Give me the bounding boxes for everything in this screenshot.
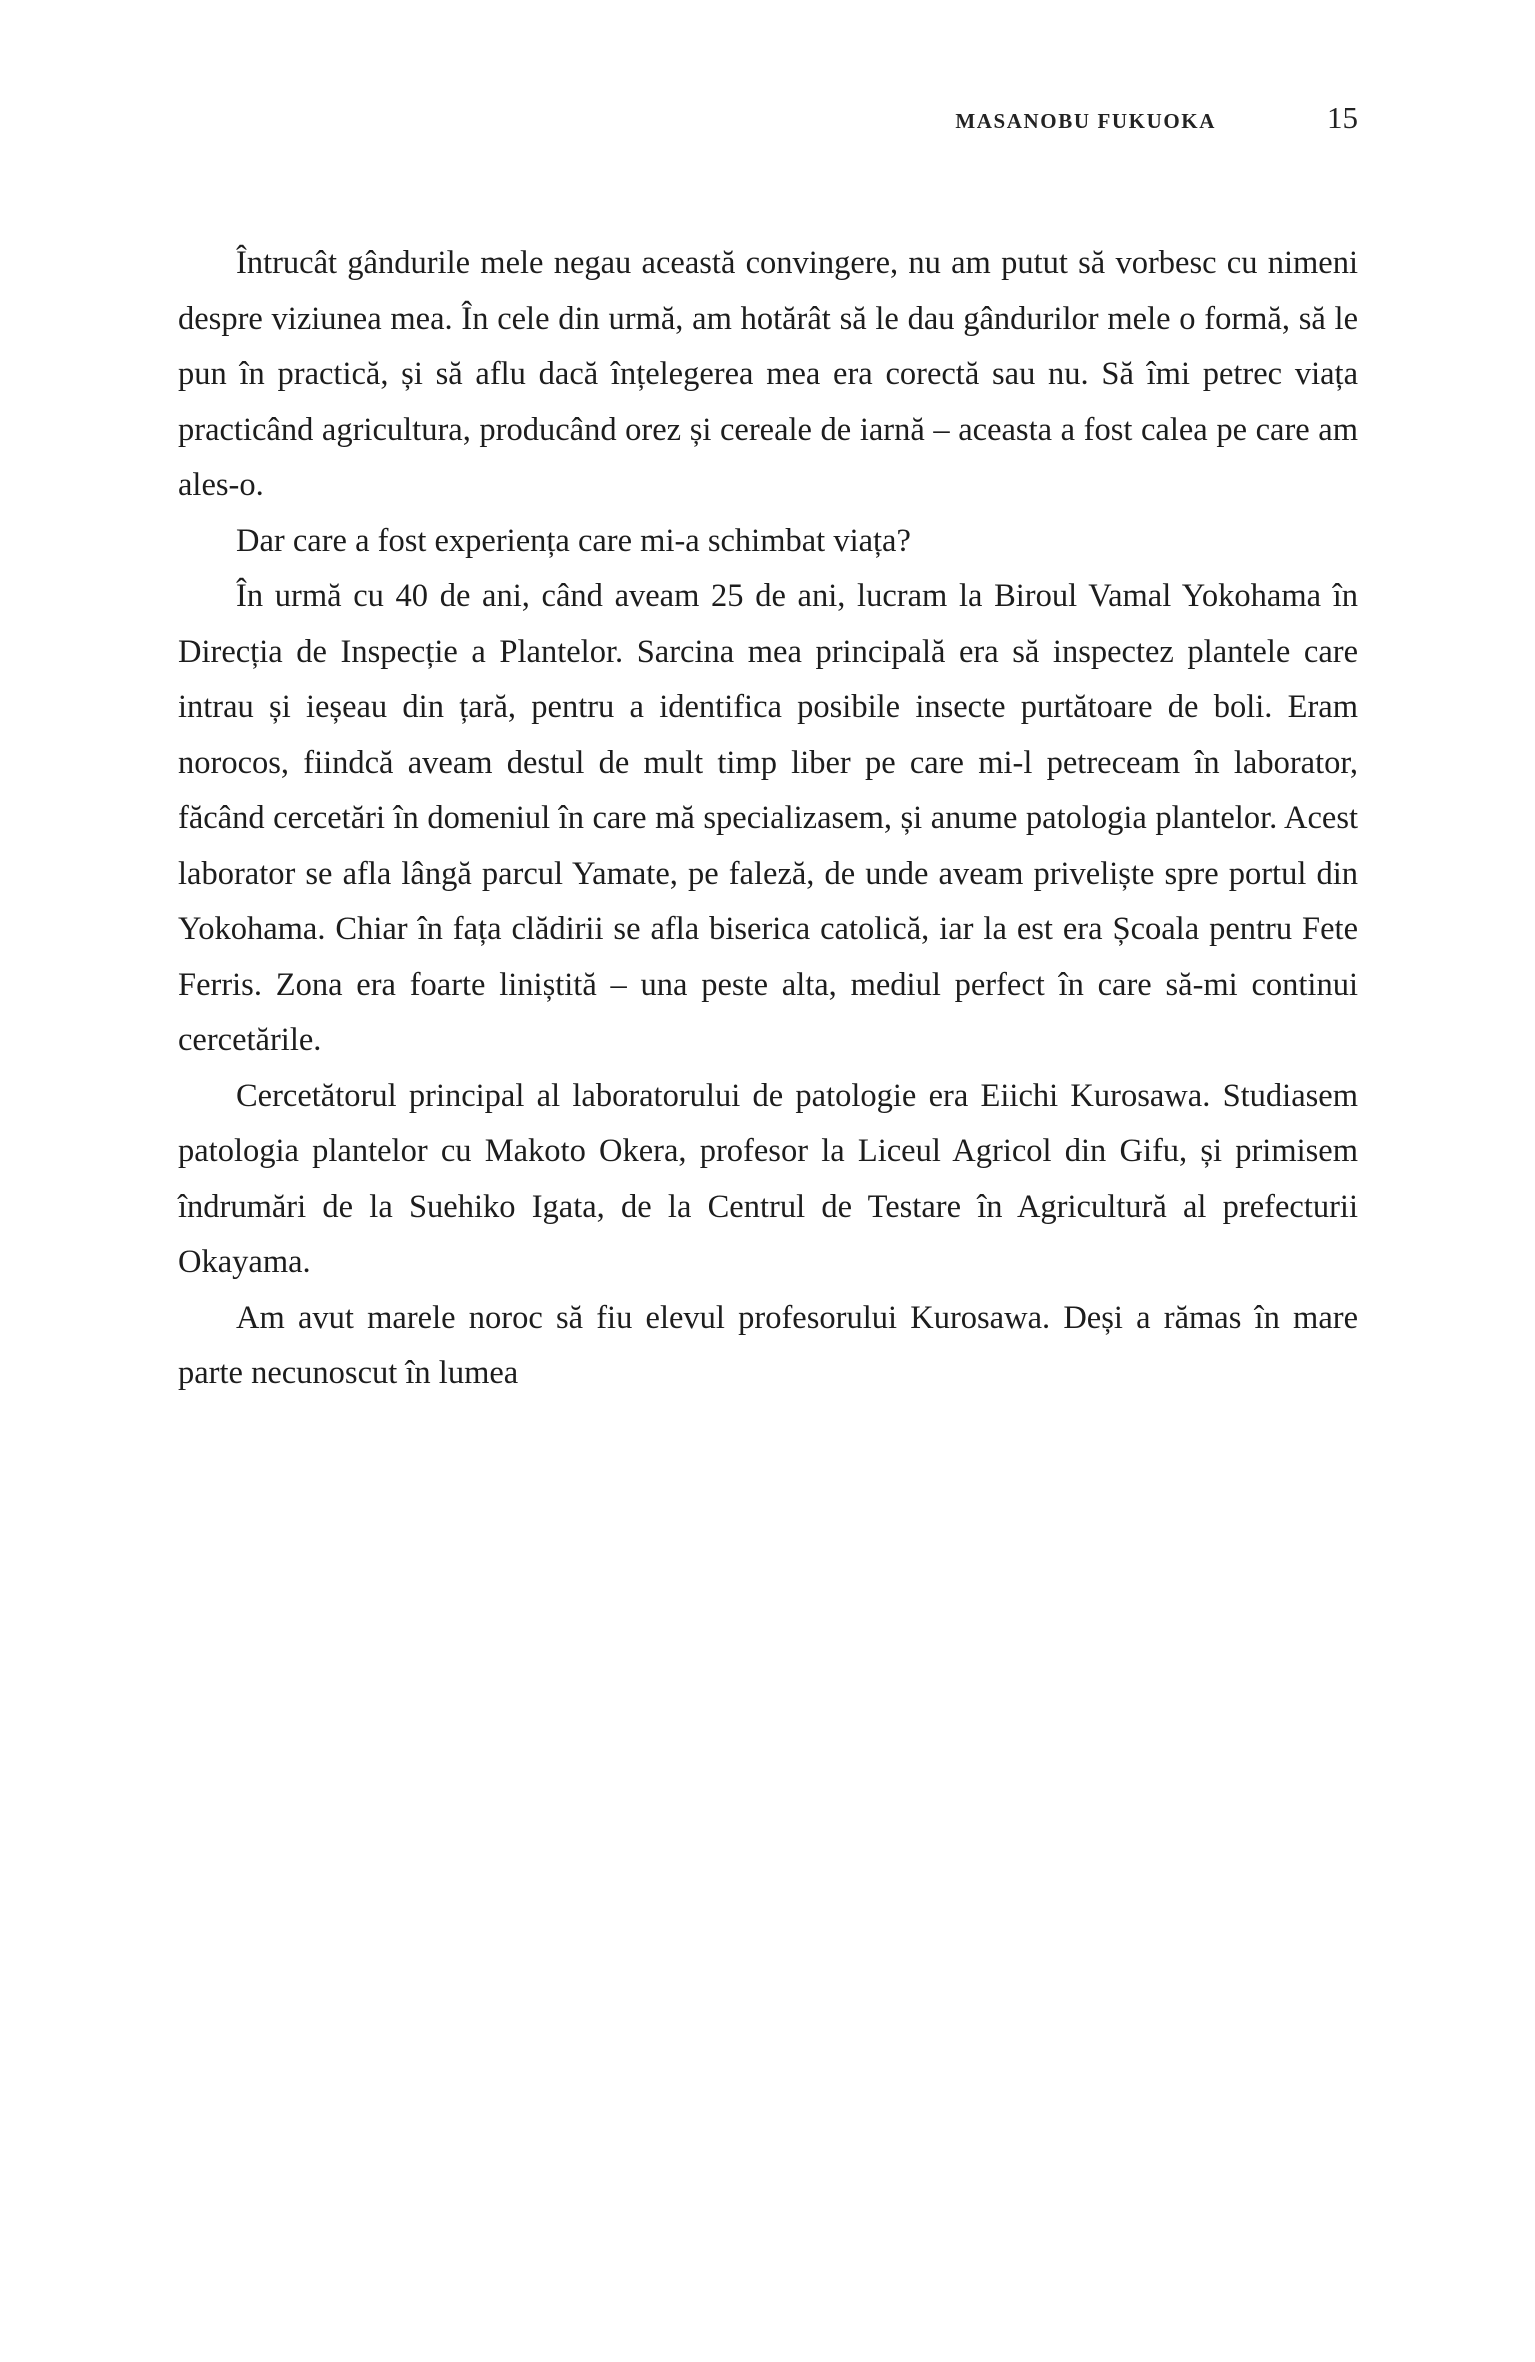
- page-body: [178, 236, 1358, 1402]
- paragraph: În urmă cu 40 de ani, când aveam 25 de ani, lucram la Biroul Vamal Yokohama în Direcția de Inspecție a Plantelor. Sarcina mea principală era să inspectez plantele care intrau și ieșeau din țară, pentru a identifica posibile insecte purtătoare de boli. Eram norocos, fiindcă aveam destul de mult timp liber pe care mi-l petreceam în laborator, făcând cercetări în domeniul în care mă specializasem, și anume patologia plantelor. Acest laborator se afla lângă parcul Yamate, pe faleză, de unde aveam priveliște spre portul din Yokohama. Chiar în fața clădirii se afla biserica catolică, iar la est era Școala pentru Fete Ferris. Zona era foarte liniștită – una peste alta, mediul perfect în care să-mi continui cercetările.: [178, 578, 1358, 1058]
- page-number: 15: [1327, 100, 1358, 135]
- running-head: MASANOBU FUKUOKA: [955, 109, 1216, 133]
- paragraph: Am avut marele noroc să fiu elevul profesorului Kurosawa. Deși a rămas în mare parte necunoscut în lumea: [178, 1299, 1358, 1391]
- page-header: [178, 100, 1358, 136]
- paragraph: Dar care a fost experiența care mi-a schimbat viața?: [236, 522, 911, 559]
- paragraph: Cercetătorul principal al laboratorului de patologie era Eiichi Kurosawa. Studiasem patologia plantelor cu Makoto Okera, profesor la Liceul Agricol din Gifu, și primisem îndrumări de la Suehiko Igata, de la Centrul de Testare în Agricultură al prefecturii Okayama.: [178, 1077, 1358, 1280]
- paragraph: Întrucât gândurile mele negau această convingere, nu am putut să vorbesc cu nimeni despre viziunea mea. În cele din urmă, am hotărât să le dau gândurilor mele o formă, să le pun în practică, și să aflu dacă înțelegerea mea era corectă sau nu. Să îmi petrec viața practicând agricultura, producând orez și cereale de iarnă – aceasta a fost calea pe care am ales-o.: [178, 245, 1358, 503]
